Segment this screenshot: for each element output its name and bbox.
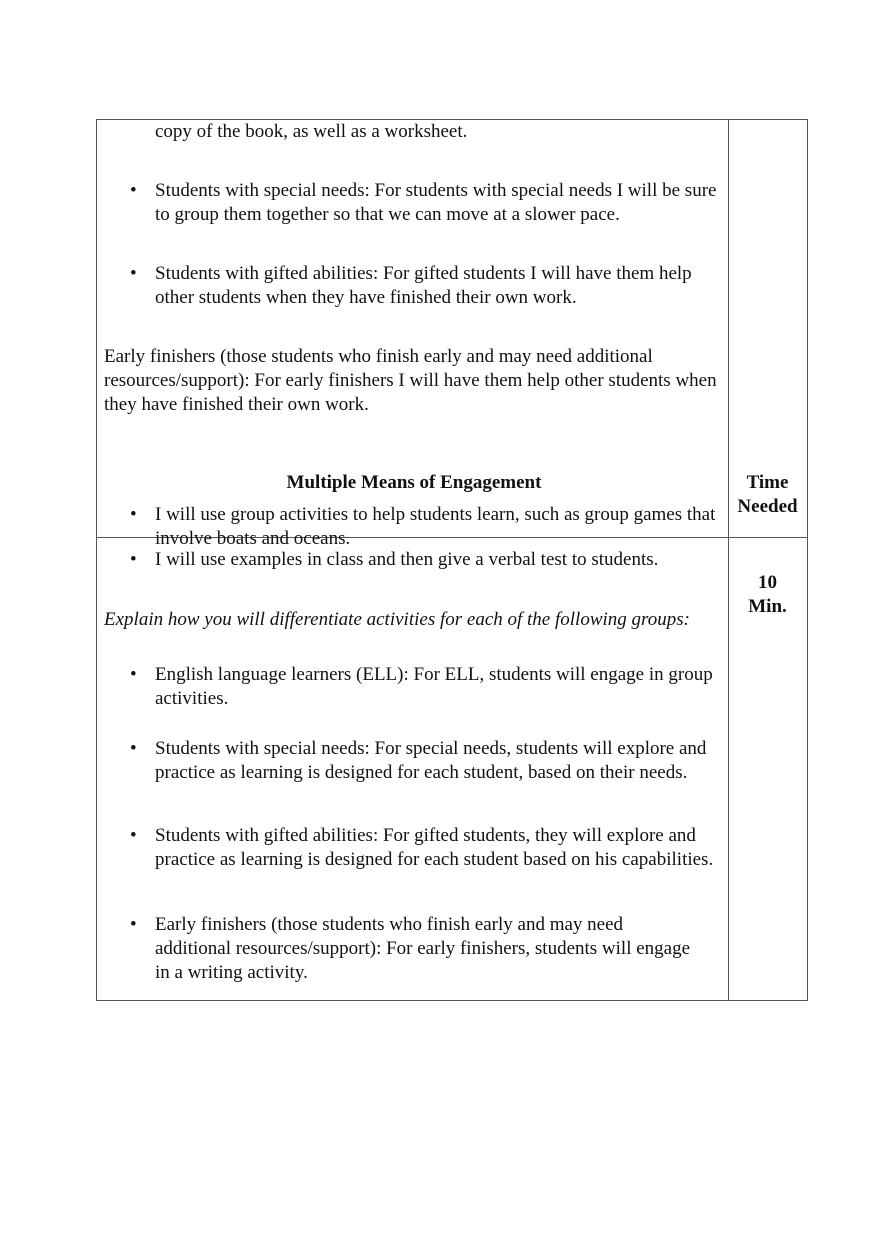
- bullet-special-needs: • Students with special needs: For students with special needs I will be sure to group them together so that we can move at a slower pace.: [155, 179, 723, 227]
- bullet-examples: • I will use examples in class and then give a verbal test to students.: [155, 548, 723, 572]
- early-finishers-text: Early finishers (those students who finish early and may need additional resources/support): For early finishers I will have them help other students when they have finished their own work.: [104, 346, 717, 415]
- table-border-right: [807, 119, 808, 1001]
- group-gifted: • Students with gifted abilities: For gifted students, they will explore and practice as learning is designed for each student based on his capabilities.: [155, 824, 723, 872]
- section-heading: Multiple Means of Engagement: [286, 472, 542, 493]
- bullet-group-activities: • I will use group activities to help students learn, such as group games that involve boats and oceans.: [155, 503, 723, 551]
- bullet-gifted: • Students with gifted abilities: For gifted students I will have them help other students when they have finished their own work.: [155, 262, 723, 310]
- differentiation-prompt: Explain how you will differentiate activities for each of the following groups:: [104, 609, 690, 630]
- continued-text: copy of the book, as well as a worksheet.: [155, 121, 468, 142]
- group-ell: • English language learners (ELL): For ELL, students will engage in group activities.: [155, 663, 723, 711]
- group-early-finishers: • Early finishers (those students who finish early and may need additional resources/support): For early finishers, students will engage in a writing activity.: [155, 913, 695, 985]
- group-special-needs: • Students with special needs: For special needs, students will explore and practice as learning is designed for each student, based on their needs.: [155, 737, 723, 785]
- table-border-left: [96, 119, 97, 1001]
- column-divider: [728, 119, 729, 1001]
- time-needed-header: Time Needed: [737, 472, 798, 517]
- time-value: 10 Min.: [748, 572, 787, 617]
- table-border-bottom: [96, 1000, 808, 1001]
